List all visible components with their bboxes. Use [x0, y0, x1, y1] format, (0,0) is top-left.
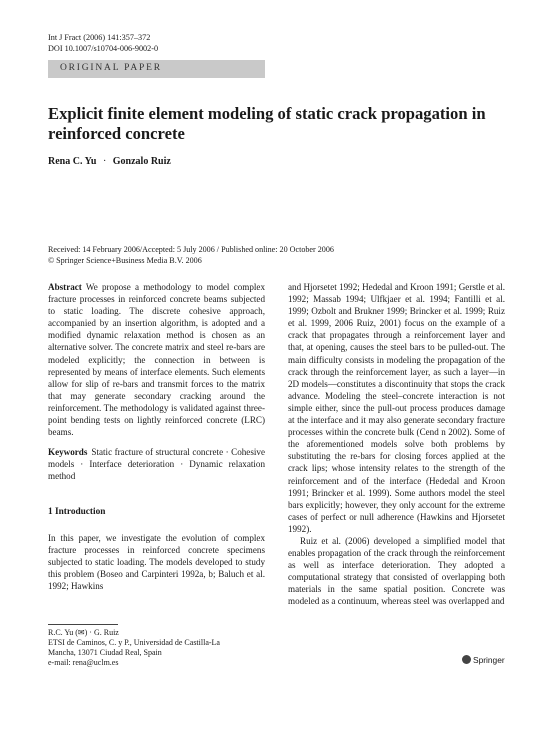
keywords [48, 446, 265, 482]
affiliation-address: Mancha, 13071 Ciudad Real, Spain [48, 648, 162, 657]
publisher-logo [462, 655, 505, 665]
article-type-label: ORIGINAL PAPER [60, 63, 162, 73]
author-name: Rena C. Yu [48, 156, 97, 167]
right-column [288, 281, 505, 608]
author-separator: · [102, 156, 107, 167]
article-type-banner [48, 60, 265, 78]
introduction-paragraph: and Hjorsetet 1992; Hededal and Kroon 1991; Gerstle et al. 1992; Massab 1994; Ulfkjaer et al. 1994; Fantilli et al. 1999; Ozbolt and Brukner 1999; Brincker et al. 1999; Ruiz et al. 1999, 2006 Ruiz, 2001) focus on the example of a crack that propagates through a reinforcement layer and that, at opening, causes the steel bars to be pulled-out. The main difficulty consists in modeling the propagation of the crack through the reinforcement layer, as such a layer—in 2D models—constitutes a discontinuity that stops the crack advance. Modeling the steel–concrete interaction is not simple either, since the pull-out process produces damage at the interface and it may also generate secondary fracture processes within the concrete bulk (Cend n 2002). Some of the aforementioned models solve both problems by substituting the re-bars for closing forces applied at the crack lips; whose intensity relates to the strength of the reinforcement and of the interface (Hededal and Kroon 1991; Brincker et al. 1999). Some authors model the steel bars explicitly; however, they only account for the extreme cases of perfect or null adherence (Hawkins and Hjorsetet 1992). [288, 282, 505, 534]
section-heading-introduction: 1 Introduction [48, 506, 106, 517]
paper-title: Explicit finite element modeling of static crack propagation in reinforced concrete [48, 104, 486, 143]
abstract-text: We propose a methodology to model complex fracture processes in reinforced concrete beams subjected to static loading. The discrete cohesive approach, accompanied by an insertion algorithm, is adopted and a modified dynamic relaxation method is chosen as an alternative solver. The concrete matrix and steel re-bars are modeled explicitly; the connection in between is represented by means of interface elements. Such elements allow for slip of re-bars and transmit forces to the matrix that may generate secondary cracking around the reinforcement. The methodology is validated against three-point bending tests on lightly reinforced concrete (LRC) beams. [48, 282, 265, 438]
journal-citation: Int J Fract (2006) 141:357–372 [48, 33, 151, 42]
left-column [48, 281, 265, 592]
abstract [48, 281, 265, 438]
author-name: Gonzalo Ruiz [112, 156, 171, 167]
author-affiliation [48, 628, 278, 668]
received-accepted-line: Received: 14 February 2006/Accepted: 5 July 2006 / Published online: 20 October 2006 [48, 245, 334, 254]
affiliation-email: e-mail: rena@uclm.es [48, 658, 119, 667]
affiliation-address: ETSI de Caminos, C. y P., Universidad de Castilla-La [48, 638, 220, 647]
abstract-label: Abstract [48, 282, 82, 292]
publisher-name: Springer [473, 655, 505, 665]
keywords-label: Keywords [48, 447, 88, 458]
author-list [48, 156, 171, 167]
copyright-line: © Springer Science+Business Media B.V. 2006 [48, 256, 202, 265]
springer-horse-icon [462, 655, 471, 664]
introduction-paragraph: In this paper, we investigate the evolution of complex fracture processes in reinforced concrete specimens subjected to static loading. The models developed to study this problem (Boseo and Carpinteri 1992a, b; Baluch et al. 1992; Hawkins [48, 532, 265, 591]
doi-line: DOI 10.1007/s10704-006-9002-0 [48, 44, 159, 53]
publication-dates [48, 244, 334, 266]
affiliation-names: R.C. Yu (✉) · G. Ruiz [48, 628, 119, 637]
footnote-divider [48, 624, 118, 625]
introduction-paragraph: Ruiz et al. (2006) developed a simplified model that enables propagation of the crack through the reinforcement as well as interface deterioration. They adopted a computational strategy that consisted of overlapping both materials in the same spatial position. Concrete was modeled as a continuum, whereas steel was overlapped and [288, 535, 505, 607]
keywords-text: Static fracture of structural concrete · Cohesive models · Interface deterioration · Dynamic relaxation method [48, 447, 265, 482]
